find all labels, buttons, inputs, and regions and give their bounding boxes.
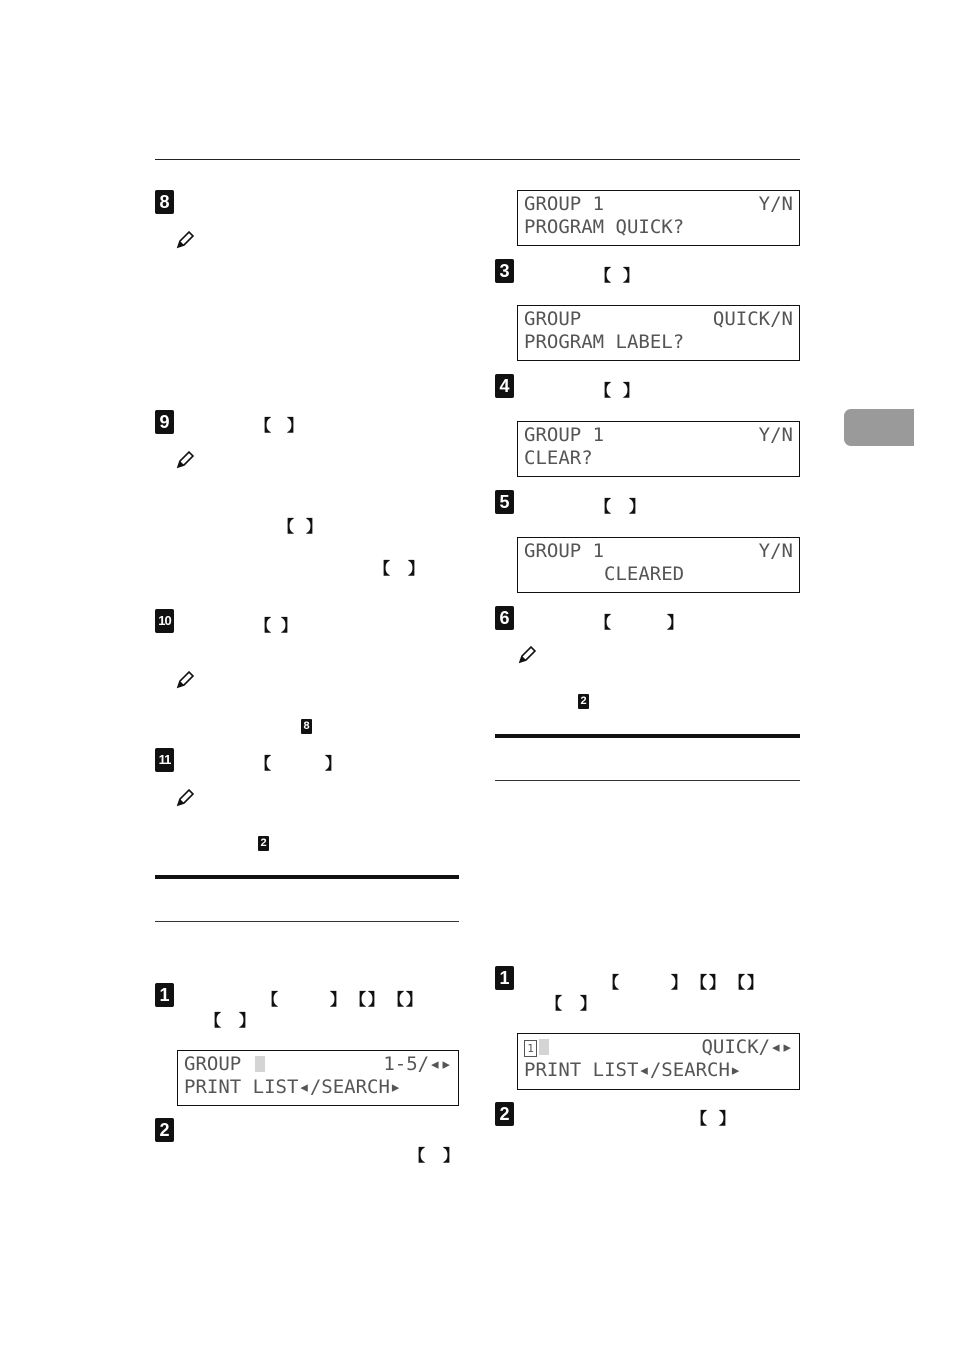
key-bracket: 【 】 — [595, 613, 683, 632]
section-rule-bottom — [495, 780, 800, 781]
note-pencil-icon — [517, 645, 537, 665]
lcd-group-list: GROUP 1-5/◂▸ PRINT LIST◂/SEARCH▸ — [177, 1050, 459, 1106]
step-number-10: 10 — [155, 609, 174, 633]
chapter-tab — [844, 409, 914, 446]
step-number-6: 6 — [495, 606, 514, 630]
lcd-program-quick: GROUP 1 Y/N PROGRAM QUICK? — [517, 190, 800, 246]
step-number-1: 1 — [495, 966, 514, 990]
note-pencil-icon — [175, 450, 195, 470]
step-ref-2: 2 — [258, 836, 269, 851]
section-rule-bottom — [155, 921, 459, 922]
key-bracket: 【 】 — [691, 1109, 735, 1128]
step-number-4: 4 — [495, 374, 514, 398]
section-rule-top — [155, 875, 459, 879]
key-bracket: 【 】 — [691, 973, 725, 992]
step-number-2: 2 — [155, 1118, 174, 1142]
step-number-1: 1 — [155, 983, 174, 1007]
lcd-cleared: GROUP 1 Y/N CLEARED — [517, 537, 800, 593]
key-bracket: 【 】 — [595, 381, 639, 400]
note-pencil-icon — [175, 788, 195, 808]
key-bracket: 【 】 — [374, 559, 424, 578]
cursor-block — [255, 1056, 265, 1072]
lcd-clear-confirm: GROUP 1 Y/N CLEAR? — [517, 421, 800, 477]
header-rule — [155, 159, 800, 160]
key-bracket: 【 】 — [603, 973, 687, 992]
key-bracket: 【 】 — [255, 416, 303, 435]
key-bracket: 【 】 — [255, 754, 341, 773]
key-bracket: 【 】 — [205, 1011, 255, 1030]
section-rule-top — [495, 734, 800, 738]
step-number-9: 9 — [155, 410, 174, 434]
step-number-2: 2 — [495, 1102, 514, 1126]
step-number-3: 3 — [495, 259, 514, 283]
key-bracket: 【 】 — [409, 1146, 459, 1165]
cursor-block — [539, 1039, 549, 1055]
key-bracket: 【 】 — [595, 266, 639, 285]
lcd-quick-list: 1 QUICK/◂▸ PRINT LIST◂/SEARCH▸ — [517, 1033, 800, 1090]
key-bracket: 【 】 — [350, 990, 384, 1009]
key-bracket: 【 】 — [595, 497, 645, 516]
lcd-program-label: GROUP QUICK/N PROGRAM LABEL? — [517, 305, 800, 361]
step-ref-8: 8 — [301, 719, 312, 734]
key-bracket: 【 】 — [278, 517, 322, 536]
step-number-5: 5 — [495, 490, 514, 514]
key-bracket: 【 】 — [388, 990, 422, 1009]
key-bracket: 【 】 — [546, 994, 596, 1013]
key-bracket: 【 】 — [255, 616, 297, 635]
note-pencil-icon — [175, 230, 195, 250]
note-pencil-icon — [175, 670, 195, 690]
step-ref-2: 2 — [578, 694, 589, 709]
step-number-8: 8 — [155, 190, 174, 214]
step-number-11: 11 — [155, 748, 174, 772]
key-bracket: 【 】 — [729, 973, 763, 992]
key-bracket: 【 】 — [262, 990, 346, 1009]
